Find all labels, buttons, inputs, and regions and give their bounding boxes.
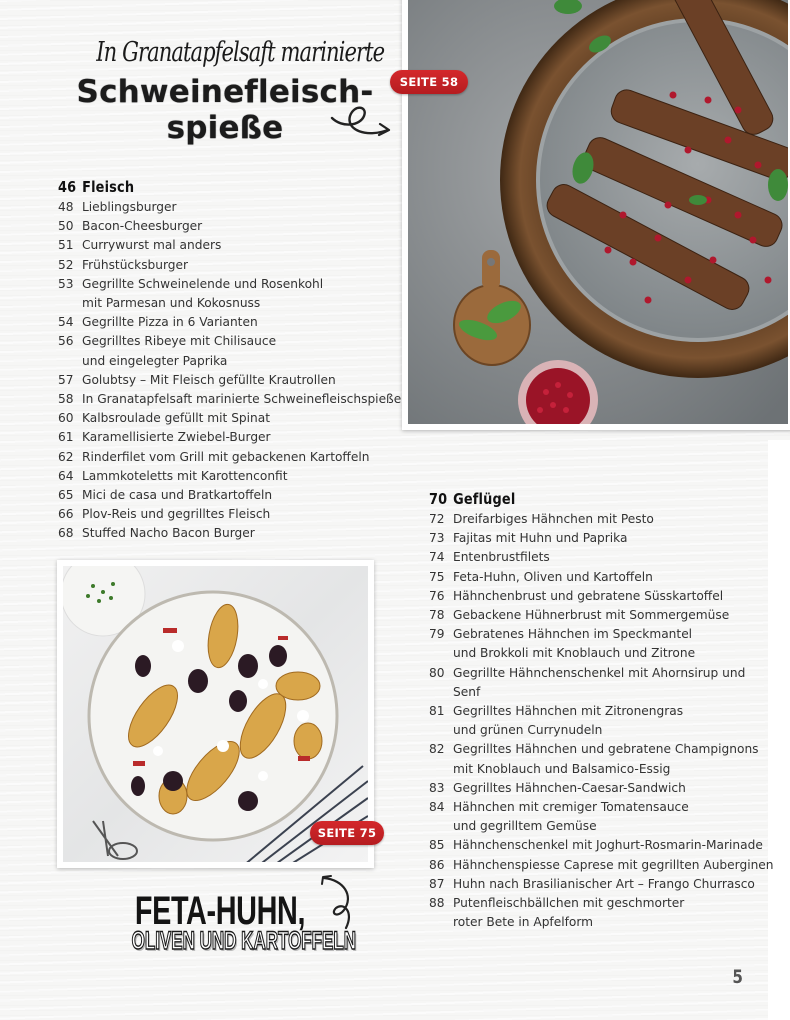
entry-title (453, 529, 774, 548)
entry-title (82, 217, 403, 236)
toc-entry[interactable] (58, 275, 403, 313)
entry-page-number: 76 (429, 588, 445, 603)
entry-title (453, 664, 774, 702)
entry-title-line: Entenbrustfilets (453, 550, 550, 565)
entry-title-line: Lieblingsburger (82, 200, 177, 214)
toc-entry[interactable] (58, 198, 403, 217)
section-heading-gefluegel[interactable] (429, 488, 726, 510)
entry-title-line: In Granatapfelsaft marinierte Schweinefleischspieße (82, 392, 402, 407)
toc-entry[interactable] (429, 875, 774, 894)
entry-title (453, 702, 774, 740)
page-number: 5 (732, 966, 743, 988)
entry-page-number: 50 (58, 219, 74, 234)
toc-entry[interactable] (58, 505, 403, 524)
entry-page-number: 64 (58, 468, 74, 483)
entry-title (453, 875, 774, 894)
entry-title (82, 236, 403, 255)
recipe-list-fleisch (58, 198, 403, 544)
entry-title (82, 486, 403, 505)
entry-page-number: 81 (429, 704, 445, 719)
headline-main-line: FETA-HUHN, (134, 889, 306, 933)
entry-title (453, 548, 774, 567)
toc-entry[interactable] (429, 836, 774, 855)
entry-title (82, 448, 403, 467)
entry-page-number: 53 (58, 276, 74, 291)
entry-title-line: Gegrillte Schweinelende und Rosenkohl (82, 276, 324, 291)
entry-title (82, 467, 403, 486)
entry-title-line: Feta-Huhn, Oliven und Kartoffeln (453, 569, 653, 584)
entry-page-number: 85 (429, 838, 445, 853)
entry-title (82, 428, 403, 447)
entry-title-line: Hähnchenschenkel mit Joghurt-Rosmarin-Marinade (453, 838, 763, 853)
feta-chicken-image (63, 566, 368, 862)
entry-title-line: Hähnchen mit cremiger Tomatensauce (453, 800, 689, 815)
entry-title-line: Gegrilltes Hähnchen mit Zitronengras (453, 704, 684, 719)
entry-title-line: und gegrilltem Gemüse (453, 819, 597, 834)
entry-title (453, 779, 774, 798)
toc-entry[interactable] (58, 236, 403, 255)
entry-title-line: Gegrillte Pizza in 6 Varianten (82, 315, 258, 330)
toc-entry[interactable] (58, 371, 403, 390)
entry-page-number: 52 (58, 257, 74, 272)
entry-page-number: 75 (429, 569, 445, 584)
entry-page-number: 72 (429, 512, 445, 526)
toc-entry[interactable] (58, 428, 403, 447)
entry-page-number: 82 (429, 742, 445, 757)
toc-entry[interactable] (429, 529, 774, 548)
toc-entry[interactable] (429, 568, 774, 587)
entry-title (453, 568, 774, 587)
entry-title-line: Gegrilltes Ribeye mit Chilisauce (82, 334, 277, 349)
entry-title (82, 313, 403, 332)
entry-title-line: Bacon-Cheesburger (82, 219, 203, 234)
toc-entry[interactable] (429, 587, 774, 606)
entry-title-line: Hähnchenspiesse Caprese mit gegrillten Auberginen (453, 857, 774, 872)
skewers-photo (408, 0, 788, 424)
entry-title-line: Currywurst mal anders (82, 238, 222, 253)
toc-entry[interactable] (58, 524, 403, 543)
page-reference-badge-75[interactable]: SEITE 75 (310, 821, 384, 845)
entry-page-number: 86 (429, 857, 445, 872)
entry-page-number: 58 (58, 392, 74, 407)
section-heading-fleisch[interactable] (58, 176, 355, 198)
toc-entry[interactable] (58, 217, 403, 236)
toc-entry[interactable] (58, 467, 403, 486)
entry-title-line: Frühstücksburger (82, 257, 189, 272)
entry-title (453, 740, 774, 778)
entry-title (453, 510, 774, 529)
entry-title-line: Huhn nach Brasilianischer Art – Frango Churrasco (453, 876, 755, 891)
toc-entry[interactable] (58, 313, 403, 332)
entry-title-line: Gebratenes Hähnchen im Speckmantel (453, 627, 693, 642)
entry-title-line: Gebackene Hühnerbrust mit Sommergemüse (453, 608, 730, 623)
entry-page-number: 57 (58, 372, 74, 387)
entry-title-line: Hähnchenbrust und gebratene Süsskartoffel (453, 588, 724, 603)
toc-entry[interactable] (429, 606, 774, 625)
entry-title-line: Fajitas mit Huhn und Paprika (453, 531, 628, 546)
entry-title (453, 836, 774, 855)
entry-page-number: 88 (429, 896, 445, 911)
toc-section-gefluegel (429, 488, 774, 932)
entry-title (82, 505, 403, 524)
toc-entry[interactable] (58, 256, 403, 275)
toc-section-fleisch (58, 176, 403, 544)
entry-page-number: 54 (58, 315, 74, 330)
entry-page-number: 66 (58, 507, 74, 522)
toc-entry[interactable] (58, 390, 403, 409)
toc-entry[interactable] (429, 702, 774, 740)
entry-title (82, 332, 403, 370)
feta-chicken-photo (63, 566, 368, 862)
entry-page-number: 56 (58, 334, 74, 349)
headline-outline-line: OLIVEN UND KARTOFFELN (131, 927, 357, 955)
entry-title-line: und eingelegter Paprika (82, 353, 228, 368)
entry-page-number: 87 (429, 876, 445, 891)
entry-page-number: 74 (429, 550, 445, 565)
entry-page-number: 83 (429, 780, 445, 795)
entry-title (82, 198, 403, 217)
entry-title-line: Lammkoteletts mit Karottenconfit (82, 468, 288, 483)
entry-title (82, 256, 403, 275)
entry-title-line: mit Knoblauch und Balsamico-Essig (453, 761, 671, 776)
entry-page-number: 80 (429, 665, 445, 680)
toc-entry[interactable] (429, 779, 774, 798)
headline-script-line: In Granatapfelsaft marinierte (96, 37, 385, 68)
entry-title (82, 524, 403, 543)
toc-entry[interactable] (429, 664, 774, 702)
toc-entry[interactable] (429, 856, 774, 875)
entry-page-number: 62 (58, 449, 74, 464)
entry-title-line: mit Parmesan und Kokosnuss (82, 296, 261, 311)
entry-title (82, 275, 403, 313)
section-page-number: 46 (58, 178, 77, 196)
entry-title-line: Mici de casa und Bratkartoffeln (82, 488, 273, 503)
section-title: Geflügel (453, 490, 516, 508)
entry-title-line: Kalbsroulade gefüllt mit Spinat (82, 411, 271, 426)
entry-page-number: 84 (429, 800, 445, 815)
headline-stamp-line-2: spieße (166, 110, 284, 146)
entry-page-number: 73 (429, 531, 445, 546)
entry-title-line: Stuffed Nacho Bacon Burger (82, 526, 255, 541)
curl-arrow-icon (330, 104, 394, 144)
entry-title (453, 894, 774, 932)
entry-title-line: Gegrillte Hähnchenschenkel mit Ahornsirup und Senf (453, 665, 746, 699)
entry-title (453, 606, 774, 625)
featured-recipe-headline-bottom (90, 889, 357, 955)
section-page-number: 70 (429, 490, 448, 508)
pork-skewers-image (408, 0, 788, 424)
entry-title-line: und Brokkoli mit Knoblauch und Zitrone (453, 646, 696, 661)
entry-page-number: 51 (58, 238, 74, 253)
toc-entry[interactable] (429, 625, 774, 663)
toc-entry[interactable] (58, 332, 403, 370)
toc-entry[interactable] (429, 740, 774, 778)
entry-title-line: Rinderfilet vom Grill mit gebackenen Kartoffeln (82, 449, 370, 464)
entry-title-line: roter Bete in Apfelform (453, 915, 594, 930)
entry-title-line: Gegrilltes Hähnchen und gebratene Champignons (453, 742, 759, 757)
entry-title-line: Dreifarbiges Hähnchen mit Pesto (453, 512, 654, 526)
toc-entry[interactable] (58, 409, 403, 428)
page-reference-badge-58[interactable]: SEITE 58 (390, 70, 468, 94)
entry-title (82, 390, 403, 409)
toc-entry[interactable] (58, 486, 403, 505)
entry-title-line: Golubtsy – Mit Fleisch gefüllte Krautrollen (82, 372, 336, 387)
entry-page-number: 79 (429, 627, 445, 642)
entry-title (453, 587, 774, 606)
entry-page-number: 65 (58, 488, 74, 503)
entry-title-line: Karamellisierte Zwiebel-Burger (82, 430, 271, 445)
entry-page-number: 48 (58, 200, 74, 214)
section-title: Fleisch (82, 178, 135, 196)
toc-entry[interactable] (429, 548, 774, 567)
headline-stamp-line-1: Schweinefleisch- (76, 74, 374, 110)
entry-title-line: Putenfleischbällchen mit geschmorter (453, 896, 685, 911)
recipe-list-gefluegel (429, 510, 774, 932)
toc-entry[interactable] (429, 894, 774, 932)
toc-entry[interactable] (429, 510, 774, 529)
entry-title-line: Gegrilltes Hähnchen-Caesar-Sandwich (453, 780, 686, 795)
toc-entry[interactable] (58, 448, 403, 467)
entry-page-number: 61 (58, 430, 74, 445)
entry-page-number: 78 (429, 608, 445, 623)
entry-page-number: 60 (58, 411, 74, 426)
entry-title-line: Plov-Reis und gegrilltes Fleisch (82, 507, 271, 522)
toc-entry[interactable] (429, 798, 774, 836)
entry-title (82, 371, 403, 390)
entry-title-line: und grünen Currynudeln (453, 723, 603, 738)
entry-title (453, 856, 774, 875)
entry-title (453, 798, 774, 836)
entry-title (82, 409, 403, 428)
entry-page-number: 68 (58, 526, 74, 541)
photo-frame-skewers (402, 0, 790, 430)
entry-title (453, 625, 774, 663)
